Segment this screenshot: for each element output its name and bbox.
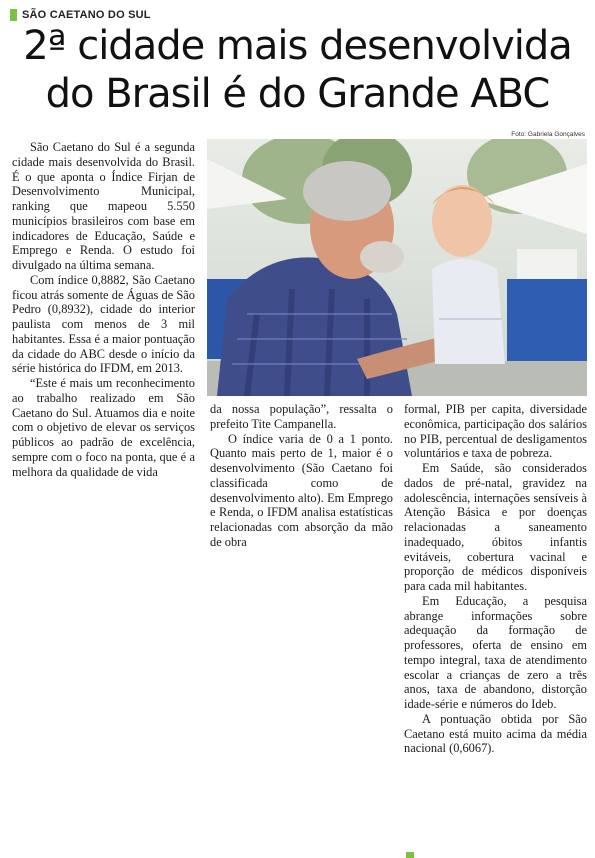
section-tag bbox=[10, 8, 151, 22]
paragraph: Em Educação, a pesquisa abrange informações sobre adequação da formação de professores, oferta de ensino em tempo integral, taxa de atendimento escolar a crianças de zero a três anos, taxa de abandono, distorção idade-série e números do Ideb. bbox=[404, 593, 587, 711]
paragraph: Com índice 0,8882, São Caetano ficou atrás somente de Águas de São Pedro (0,8932), cidade do interior paulista com menos de 3 mil habitantes. Essa é a maior pontuação da cidade do ABC desde o início da série histórica do IFDM, em 2013. bbox=[12, 272, 195, 376]
headline bbox=[0, 22, 595, 118]
photo-credit: Foto: Gabriela Gonçalves bbox=[511, 131, 585, 138]
article-column-2 bbox=[210, 402, 393, 550]
paragraph: “Este é mais um reconhecimento ao trabalho realizado em São Caetano do Sul. Atuamos dia e noite com o objetivo de elevar os serviços públicos ao padrão de excelência, sempre com o foco na ponta, que é a melhora da qualidade de vida bbox=[12, 376, 195, 479]
article-column-3 bbox=[404, 402, 587, 756]
article-photo bbox=[207, 139, 587, 396]
paragraph: O índice varia de 0 a 1 ponto. Quanto mais perto de 1, maior é o desenvolvimento (São Caetano foi classificada como de desenvolvimento alto). Em Emprego e Renda, o IFDM analisa estatísticas relacionadas com absorção da mão de obra bbox=[210, 431, 393, 549]
headline-line-1: 2ª cidade mais desenvolvida bbox=[23, 23, 572, 69]
paragraph: Em Saúde, são considerados dados de pré-natal, gravidez na adolescência, internações sensíveis à Atenção Básica e por doenças relacionadas a saneamento inadequado, óbitos infantis evitáveis, cobertura vacinal e proporção de médicos disponíveis para cada mil habitantes. bbox=[404, 461, 587, 593]
headline-line-2: do Brasil é do Grande ABC bbox=[45, 71, 550, 117]
article-end-mark bbox=[406, 852, 414, 858]
paragraph: São Caetano do Sul é a segunda cidade mais desenvolvida do Brasil. É o que aponta o Índice Firjan de Desenvolvimento Municipal, ranking que mapeou 5.550 municípios brasileiros com base em indicadores de Educação, Saúde e Emprego e Renda. O estudo foi divulgado na última semana. bbox=[12, 140, 195, 272]
paragraph-continued: formal, PIB per capita, diversidade econômica, participação dos salários no PIB, percentual de desligamentos voluntários e taxa de pobreza. bbox=[404, 402, 587, 461]
paragraph: A pontuação obtida por São Caetano está muito acima da média nacional (0,6067). bbox=[404, 711, 587, 756]
photo-illustration bbox=[207, 139, 587, 396]
paragraph-continued: da nossa população”, ressalta o prefeito Tite Campanella. bbox=[210, 402, 393, 431]
section-accent-bar bbox=[10, 9, 17, 21]
section-label: SÃO CAETANO DO SUL bbox=[22, 9, 151, 21]
article-column-1 bbox=[12, 140, 195, 479]
